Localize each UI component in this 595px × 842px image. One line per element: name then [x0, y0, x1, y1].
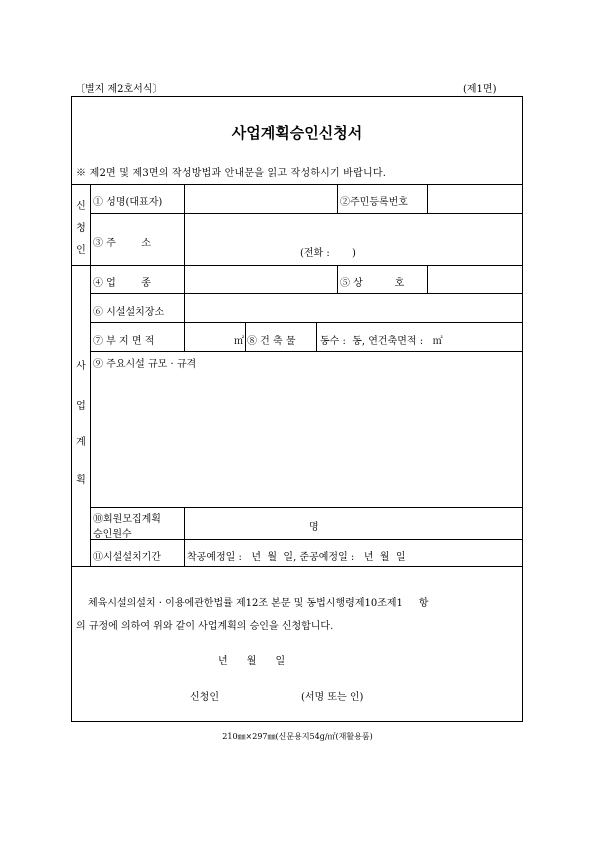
grid-line [72, 184, 522, 185]
notice-text: ※ 제2면 및 제3면의 작성방법과 안내문을 읽고 작성하시기 바랍니다. [76, 168, 387, 179]
member-unit: 명 [309, 522, 319, 533]
grid-line [427, 265, 428, 293]
phone-label: (전화 : ) [300, 248, 356, 259]
applicant-section-char: 신 [76, 201, 86, 212]
facility-scale-label: ⑨ 주요시설 규모 · 규격 [93, 359, 197, 370]
section-divider [90, 184, 91, 566]
industry-label: ④ 업 종 [93, 278, 151, 289]
grid-line [90, 213, 522, 214]
business-section-char: 사 [76, 361, 86, 372]
member-count-label: 승인원수 [93, 529, 132, 540]
grid-line [316, 322, 317, 351]
grid-line [72, 566, 522, 567]
grid-line [90, 293, 522, 294]
statement-date: 년 월 일 [218, 656, 286, 667]
business-section-char: 획 [76, 475, 86, 486]
applicant-section-char: 인 [76, 245, 86, 256]
trade-name-label: ⑤ 상 호 [340, 278, 405, 289]
member-plan-label: ⑩회원모집계획 [93, 514, 161, 525]
grid-line [90, 351, 522, 352]
building-label: ⑧ 건 축 물 [247, 336, 296, 347]
grid-line [184, 507, 185, 566]
grid-line [245, 322, 246, 351]
grid-line [337, 265, 338, 293]
name-label: ① 성명(대표자) [93, 197, 163, 208]
grid-line [90, 539, 522, 540]
form-title: 사업계획승인신청서 [231, 124, 363, 142]
business-section-char: 업 [76, 401, 86, 412]
annex-label: 〔별지 제2호서식〕 [75, 84, 163, 95]
facility-location-label: ⑥ 시설설치장소 [93, 307, 165, 318]
installation-period-detail: 착공예정일 : 년 월 일, 준공예정일 : 년 월 일 [187, 552, 406, 563]
installation-period-label: ⑪시설설치기간 [93, 552, 161, 563]
grid-line [184, 265, 185, 293]
application-form [71, 96, 523, 722]
grid-line [90, 322, 522, 323]
grid-line [337, 184, 338, 213]
applicant-section-char: 청 [76, 223, 86, 234]
statement-line-1: 체육시설의설치 · 이용에관한법률 제12조 본문 및 동법시행령제10조제1 항 [88, 598, 429, 609]
grid-line [90, 507, 522, 508]
building-detail: 동수 : 동, 연건축면적 : ㎡ [320, 336, 443, 347]
statement-line-2: 의 규정에 의하여 위와 같이 사업계획의 승인을 신청합니다. [76, 621, 334, 632]
grid-line [184, 322, 185, 351]
id-number-label: ②주민등록번호 [340, 197, 408, 208]
address-label: ③ 주 소 [93, 238, 151, 249]
site-area-label: ⑦ 부 지 면 적 [93, 336, 155, 347]
paper-spec: 210㎜×297㎜(신문용지54g/㎡(재활용품) [222, 732, 373, 741]
signature-label: (서명 또는 인) [301, 692, 364, 703]
grid-line [184, 293, 185, 322]
business-section-char: 계 [76, 437, 86, 448]
grid-line [72, 265, 522, 266]
grid-line [427, 184, 428, 213]
site-area-unit: ㎡ [234, 336, 244, 347]
page-number: (제1면) [463, 84, 497, 95]
grid-line [184, 184, 185, 265]
applicant-sign-label: 신청인 [190, 692, 219, 703]
